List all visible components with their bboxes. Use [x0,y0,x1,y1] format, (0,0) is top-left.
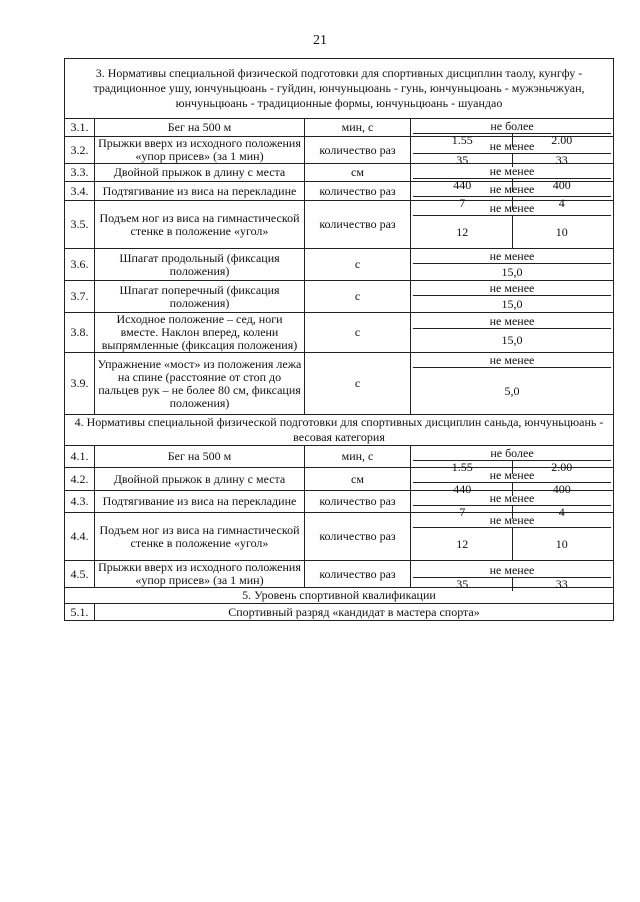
norm-value: 400 [512,483,612,496]
table-row [65,468,614,491]
exercise-name: Подъем ног из виса на гимнастической стенке в положение «угол» [95,513,305,561]
qualification-text: Спортивный разряд «кандидат в мастера спорта» [95,604,614,621]
norm-condition: не менее [413,139,611,154]
exercise-name: Шпагат продольный (фиксация положения) [95,249,305,281]
table-row [65,313,614,353]
row-number: 3.2. [65,137,95,164]
norm-condition: не менее [413,249,611,264]
norm-value: 440 [453,482,472,496]
norm-values [413,139,611,167]
norm-value: 400 [512,179,612,192]
exercise-name: Бег на 500 м [95,446,305,468]
table-row [65,182,614,201]
section-title: 4. Нормативы специальной физической подготовки для спортивных дисциплин саньда, юнчуньцюань - весовая категория [65,415,614,446]
norm-values-cell [411,281,614,313]
norm-values-cell [411,182,614,210]
exercise-name: Подъем ног из виса на гимнастической стенке в положение «угол» [95,201,305,249]
table-row [65,164,614,182]
norm-values-cell [411,491,614,519]
norm-values [413,164,611,192]
norm-condition: не более [413,119,611,134]
row-number: 3.8. [65,313,95,353]
norm-values [413,314,611,352]
norm-condition: не менее [413,468,611,483]
section-header-row [65,415,614,446]
table-row [65,249,614,281]
unit-of-measure: с [305,281,411,313]
norm-condition: не менее [413,513,611,528]
norm-value: 440 [453,178,472,192]
unit-of-measure: с [305,353,411,415]
norm-value: 35 [456,153,469,167]
table-row [65,491,614,513]
row-number: 4.3. [65,491,95,513]
norm-condition: не менее [413,281,611,296]
table-row [65,119,614,137]
norm-value: 35 [456,576,469,591]
norm-value: 2.00 [512,461,612,474]
row-number: 3.7. [65,281,95,313]
norm-values-cell [411,513,614,561]
exercise-name: Упражнение «мост» из положения лежа на спине (расстояние от стоп до пальцев рук – не более 80 см, фиксация положения) [95,353,305,415]
row-number: 4.1. [65,446,95,468]
unit-of-measure: количество раз [305,561,411,588]
row-number: 5.1. [65,604,95,621]
norm-value: 33 [512,578,612,591]
norm-values [413,182,611,210]
norm-value: 4 [512,506,612,519]
norm-value: 2.00 [512,134,612,147]
norm-values [413,513,611,560]
exercise-name: Подтягивание из виса на перекладине [95,491,305,513]
norm-values-cell [411,313,614,353]
exercise-name: Двойной прыжок в длину с места [95,164,305,182]
norm-value: 4 [512,197,612,210]
norm-condition: не менее [413,563,611,578]
exercise-name: Исходное положение – сед, ноги вместе. Наклон вперед, колени выпрямленные (фиксация положения) [95,313,305,353]
row-number: 3.3. [65,164,95,182]
norm-condition: не менее [413,491,611,506]
norm-values-cell [411,561,614,591]
table-row [65,604,614,621]
norm-values-cell [411,353,614,415]
norm-value: 7 [459,196,466,210]
norm-value-list [413,368,611,414]
exercise-name: Двойной прыжок в длину с места [95,468,305,491]
row-number: 4.4. [65,513,95,561]
unit-of-measure: количество раз [305,201,411,249]
row-number: 3.9. [65,353,95,415]
norm-condition: не более [413,446,611,461]
section-header-row [65,59,614,119]
exercise-name: Прыжки вверх из исходного положения «упор присев» (за 1 мин) [95,137,305,164]
norm-condition: не менее [413,314,611,329]
unit-of-measure: мин, с [305,119,411,137]
norm-condition: не менее [413,164,611,179]
row-number: 4.2. [65,468,95,491]
norm-value: 1.55 [451,460,473,474]
page-number: 21 [313,33,327,48]
norm-values-cell [411,249,614,281]
norm-values [413,249,611,280]
norm-values [413,446,611,474]
norm-value: 15,0 [501,332,523,347]
table-row [65,513,614,561]
unit-of-measure: количество раз [305,182,411,201]
norm-value: 15,0 [501,296,523,311]
norm-value: 7 [459,505,466,519]
norm-value: 12 [456,536,469,551]
section-title: 5. Уровень спортивной квалификации [65,588,614,604]
section-title: 3. Нормативы специальной физической подготовки для спортивных дисциплин таолу, кунгфу - традиционное ушу, юнчуньцюань - гуйдин, юнчуньцюань - гунь, юнчуньцюань - мужэньчжуан, юнчуньцюань - традиционные формы, юнчуньцюань - шуандао [65,59,614,119]
standards-table [64,58,614,621]
norm-values [413,353,611,414]
unit-of-measure: см [305,468,411,491]
norm-value: 12 [456,224,469,239]
table-row [65,137,614,164]
row-number: 3.6. [65,249,95,281]
norm-value: 10 [512,216,612,248]
row-number: 3.4. [65,182,95,201]
row-number: 3.1. [65,119,95,137]
norm-values [413,468,611,496]
table-row [65,201,614,249]
norm-value: 15,0 [501,264,523,279]
exercise-name: Подтягивание из виса на перекладине [95,182,305,201]
norm-values [413,491,611,519]
norm-value: 5,0 [504,383,520,398]
norm-value-list [413,264,611,280]
exercise-name: Бег на 500 м [95,119,305,137]
norm-values-cell [411,164,614,192]
table-row [65,281,614,313]
norm-value-list [413,578,611,591]
row-number: 3.5. [65,201,95,249]
norm-value-list [413,329,611,352]
exercise-name: Шпагат поперечный (фиксация положения) [95,281,305,313]
row-number: 4.5. [65,561,95,588]
exercise-name: Прыжки вверх из исходного положения «упор присев» (за 1 мин) [95,561,305,588]
norm-values-cell [411,468,614,496]
norm-value: 33 [512,154,612,167]
table-row [65,561,614,588]
norm-value-list [413,216,611,248]
table-row [65,446,614,468]
norm-values-cell [411,446,614,474]
norm-value: 10 [512,528,612,560]
unit-of-measure: количество раз [305,513,411,561]
unit-of-measure: количество раз [305,137,411,164]
norm-values [413,201,611,248]
norm-condition: не менее [413,353,611,368]
norm-value-list [413,528,611,560]
unit-of-measure: с [305,313,411,353]
norm-value: 1.55 [451,133,473,147]
norm-condition: не менее [413,182,611,197]
unit-of-measure: мин, с [305,446,411,468]
norm-values [413,281,611,312]
table-row [65,353,614,415]
norm-condition: не менее [413,201,611,216]
norm-values-cell [411,137,614,167]
norm-values-cell [411,201,614,249]
unit-of-measure: количество раз [305,491,411,513]
norm-values [413,562,611,591]
unit-of-measure: см [305,164,411,182]
norm-value-list [413,296,611,312]
unit-of-measure: с [305,249,411,281]
